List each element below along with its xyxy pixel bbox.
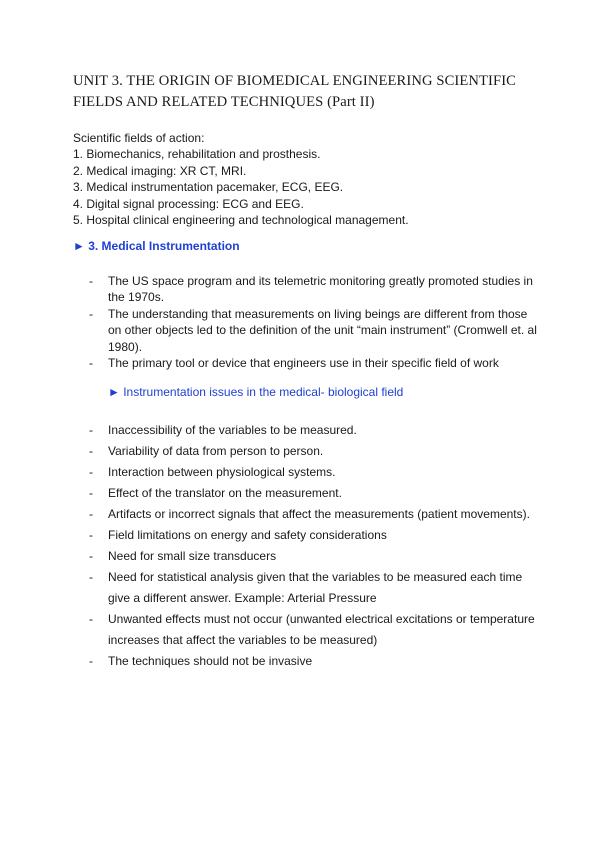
list-item-text: The techniques should not be invasive	[108, 654, 313, 668]
field-item: 3. Medical instrumentation pacemaker, ECG, EEG.	[73, 180, 344, 195]
list-item	[73, 306, 543, 355]
dash-bullet: -	[89, 549, 93, 563]
issues-list	[73, 420, 543, 672]
dash-bullet: -	[89, 465, 93, 479]
field-item: 1. Biomechanics, rehabilitation and prosthesis.	[73, 147, 321, 162]
page-title	[73, 71, 543, 113]
list-item-text: Inaccessibility of the variables to be measured.	[108, 423, 357, 437]
intro-points-list	[73, 273, 543, 371]
section-heading: ► 3. Medical Instrumentation	[73, 239, 240, 253]
list-item	[73, 441, 543, 462]
list-item-text: Unwanted effects must not occur (unwanted electrical excitations or temperature increases that affect the variables to be measured)	[108, 612, 535, 647]
dash-bullet: -	[89, 570, 93, 584]
field-item: 4. Digital signal processing: ECG and EEG.	[73, 196, 304, 211]
fields-intro: Scientific fields of action:	[73, 131, 205, 145]
list-item	[73, 546, 543, 567]
dash-bullet: -	[89, 423, 93, 437]
list-item	[73, 462, 543, 483]
dash-bullet: -	[89, 444, 93, 458]
list-item-text: Effect of the translator on the measurement.	[108, 486, 342, 500]
sub-heading: ► Instrumentation issues in the medical- biological field	[108, 385, 404, 399]
list-item	[73, 420, 543, 441]
title-line-2: FIELDS AND RELATED TECHNIQUES (Part II)	[73, 94, 375, 110]
list-item	[73, 483, 543, 504]
list-item	[73, 504, 543, 525]
dash-bullet: -	[89, 507, 93, 521]
dash-bullet: -	[89, 612, 93, 626]
list-item-text: Need for statistical analysis given that the variables to be measured each time give a different answer. Example: Arterial Pressure	[108, 570, 523, 605]
list-item	[73, 651, 543, 672]
list-item-text: The understanding that measurements on living beings are different from those on other objects led to the definition of the unit “main instrument” (Cromwell et. al 1980).	[108, 306, 537, 354]
list-item	[73, 355, 543, 371]
list-item-text: Artifacts or incorrect signals that affect the measurements (patient movements).	[108, 507, 530, 521]
dash-bullet: -	[89, 528, 93, 542]
list-item-text: Interaction between physiological systems.	[108, 465, 336, 479]
list-item	[73, 567, 543, 609]
list-item-text: Need for small size transducers	[108, 549, 277, 563]
field-item: 5. Hospital clinical engineering and technological management.	[73, 213, 409, 228]
list-item-text: Field limitations on energy and safety considerations	[108, 528, 387, 542]
dash-bullet: -	[89, 274, 93, 288]
scientific-fields	[73, 130, 543, 228]
list-item	[73, 273, 543, 306]
list-item-text: Variability of data from person to person.	[108, 444, 324, 458]
dash-bullet: -	[89, 356, 93, 371]
title-line-1: UNIT 3. THE ORIGIN OF BIOMEDICAL ENGINEERING SCIENTIFIC	[73, 73, 517, 89]
list-item-text: The US space program and its telemetric monitoring greatly promoted studies in the 1970s.	[108, 274, 533, 305]
dash-bullet: -	[89, 486, 93, 500]
list-item	[73, 525, 543, 546]
dash-bullet: -	[89, 654, 93, 668]
dash-bullet: -	[89, 306, 93, 321]
list-item	[73, 609, 543, 651]
field-item: 2. Medical imaging: XR CT, MRI.	[73, 163, 247, 178]
list-item-text: The primary tool or device that engineers use in their specific field of work	[108, 356, 499, 371]
